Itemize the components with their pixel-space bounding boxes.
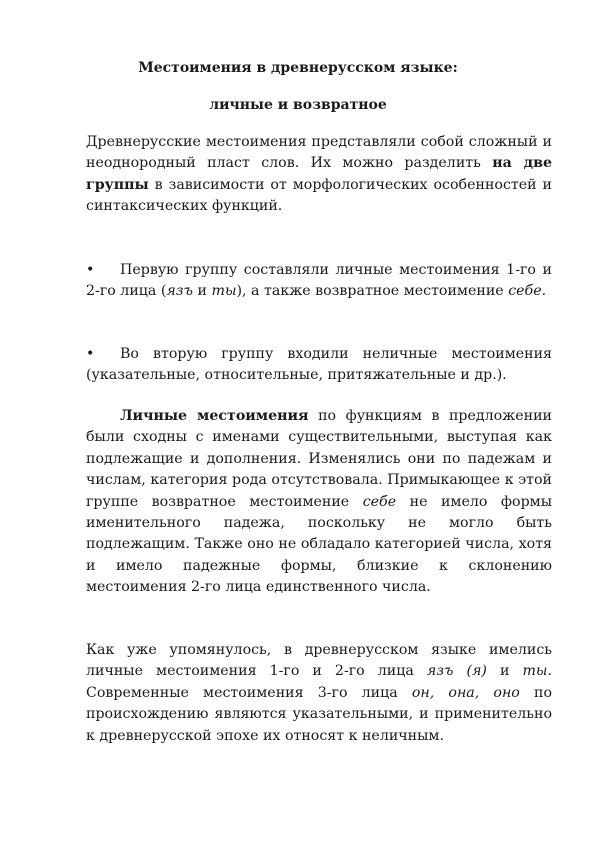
para2-italic-1: себе: [362, 493, 397, 510]
bullet1-italic-3: себе.: [508, 283, 547, 300]
bullet1-italic-1: язъ: [166, 283, 193, 300]
personal-pronouns-paragraph: [86, 406, 552, 599]
bullet2-text: Во вторую группу входили неличные местоимения (указательные, относительные, притяжательные и др.).: [86, 346, 552, 384]
intro-text-a: Древнерусские местоимения представляли собой сложный и неоднородный пласт слов. Их можно разделить: [86, 134, 552, 172]
title-line-2: личные и возвратное: [209, 97, 387, 113]
intro-bold: на две группы: [86, 155, 552, 193]
para3-italic-1: язъ (я): [426, 663, 487, 680]
intro-paragraph: [86, 132, 552, 218]
bullet1-italic-2: ты: [211, 283, 237, 300]
para3-text-d: по происхождению являются указательными, и применительно к древнерусской эпохе их относят к неличным.: [86, 684, 552, 744]
title-line-1: Местоимения в древнерусском языке:: [138, 60, 458, 76]
intro-text-b: в зависимости от морфологических особенностей и синтаксических функций.: [86, 176, 552, 215]
bullet-mark: •: [86, 346, 95, 362]
third-person-paragraph: [86, 640, 552, 747]
bullet1-text-a: Первую группу составляли личные местоимения 1-го и 2-го лица (: [86, 262, 552, 300]
para3-italic-3: он, она, оно: [411, 684, 520, 701]
para2-bold: Личные местоимения: [120, 408, 309, 424]
para2-text-b: не имело формы именительного падежа, поскольку не могло быть подлежащим. Также оно не обладало категорией числа, хотя и имело падежные формы, близкие к склонению местоимения 2-го лица единственного числа.: [86, 493, 552, 596]
para2-text-a: по функциям в предложении были сходны с именами существительными, выступая как подлежащие и дополнения. Изменялись они по падежам и числам, категория рода отсутствовала. Примыкающее к этой группе возвратное местоимение: [86, 408, 553, 510]
bullet-mark: •: [86, 262, 95, 278]
para3-text-b: и: [486, 663, 523, 680]
para3-text-c: Современные местоимения 3-го лица: [86, 684, 412, 701]
bullet-item-2: [86, 344, 552, 387]
bullet1-text-c: ), а также возвратное местоимение: [236, 283, 509, 300]
para3-italic-2: ты.: [522, 663, 552, 680]
para3-text-a: Как уже упомянулось, в древнерусском языке имелись личные местоимения 1-го и 2-го лица: [86, 642, 552, 680]
bullet1-text-b: и: [193, 283, 212, 300]
bullet-item-1: [86, 260, 552, 303]
